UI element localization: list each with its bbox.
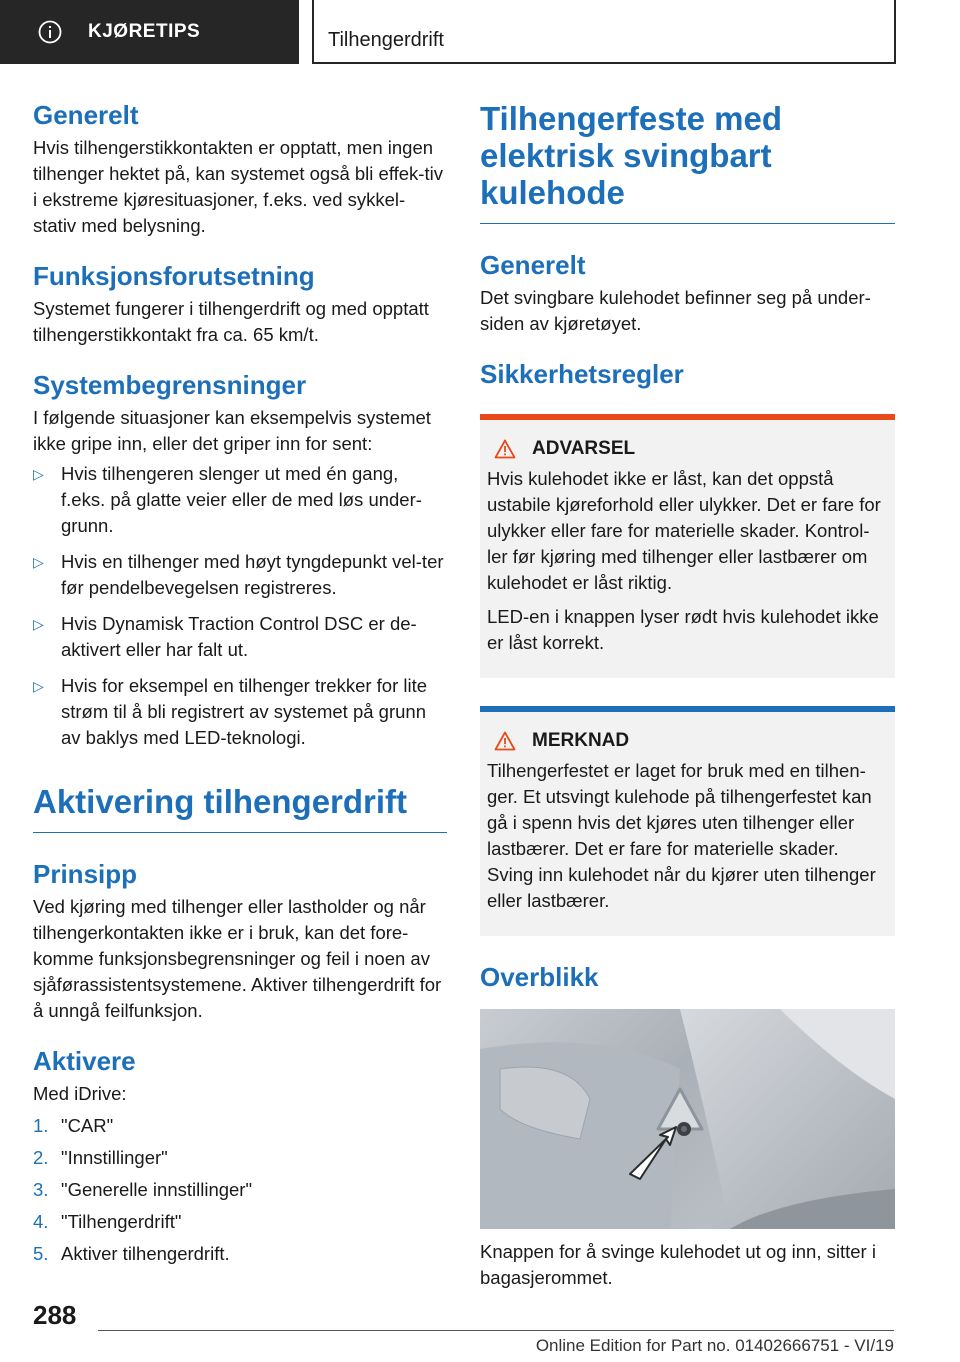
heading-systembegrensninger: Systembegrensninger [33,370,307,400]
list-item: 3. "Generelle innstillinger" [33,1179,253,1200]
trunk-button-photo [480,1009,895,1229]
right-column [480,100,895,1291]
heading-sikkerhetsregler: Sikkerhetsregler [480,359,684,389]
heading-generelt-right: Generelt [480,250,586,280]
warning-paragraph: Hvis kulehodet ikke er låst, kan det oppstå ustabile kjøreforhold eller ulykker. Det er fare for ulykker eller fare for materielle skader. Kontrol-ler før kjøring med tilhenger eller lastbærer om kulehodet er låst riktig. [487,468,881,593]
heading-overblikk: Overblikk [480,962,599,992]
heading-aktivere: Aktivere [33,1046,136,1076]
list-item: 4. "Tilhengerdrift" [33,1211,182,1232]
paragraph-aktivere: Med iDrive: [33,1083,127,1104]
list-item: 1. "CAR" [33,1115,114,1136]
footer-rule [98,1330,894,1331]
trunk-illustration [480,1009,895,1229]
note-paragraph: Tilhengerfestet er laget for bruk med en tilhen-ger. Et utsvingt kulehode på tilhengerfestet kan gå i spenn hvis det kjøres uten tilhenger eller lastbærer. Det er fare for materielle skader. Sving inn kulehodet når du kjører uten tilhenger eller lastbærer. [487,760,876,911]
heading-funksjonsforutsetning: Funksjonsforutsetning [33,261,315,291]
photo-caption: Knappen for å svinge kulehodet ut og inn, sitter i bagasjerommet. [480,1241,876,1288]
triangle-bullet-icon: ▷ [33,678,44,694]
limitation-list [33,461,447,751]
list-item: 5. Aktiver tilhengerdrift. [33,1243,230,1264]
heading-aktivering-tilhengerdrift: Aktivering tilhengerdrift [33,783,408,820]
warning-triangle-icon [494,439,516,459]
list-item: ▷ Hvis Dynamisk Traction Control DSC er de-aktivert eller har falt ut. [33,613,417,660]
step-list [33,1113,447,1267]
section-label: KJØRETIPS [88,21,201,42]
chapter-title: Tilhengerdrift [328,29,444,51]
paragraph-generelt: Hvis tilhengerstikkontakten er opptatt, men ingen tilhenger hektet på, kan systemet også bli effek-tiv i ekstreme kjøresituasjoner, f.eks. ved sykkel-stativ med belysning. [33,137,443,236]
edition-text: Online Edition for Part no. 01402666751 - VI/19 [535,1336,894,1355]
heading-generelt: Generelt [33,100,139,130]
chapter-header [312,0,896,64]
warning-paragraph: LED-en i knappen lyser rødt hvis kulehodet ikke er låst korrekt. [487,606,879,653]
heading-tilhengerfeste: Tilhengerfeste med elektrisk svingbart kulehode [480,100,782,211]
warning-box [480,414,895,678]
page-number: 288 [33,1300,77,1330]
paragraph-prinsipp: Ved kjøring med tilhenger eller lastholder og når tilhengerkontakten ikke er i bruk, kan det fore-komme funksjonsbegrensninger og feil i noen av sjåførassistentsystemene. Aktiver tilhengerdrift for å unngå feilfunksjon. [33,896,442,1021]
triangle-bullet-icon: ▷ [33,554,44,570]
note-label: MERKNAD [532,730,630,751]
list-item: ▷ Hvis tilhengeren slenger ut med én gang, f.eks. på glatte veier eller de med løs under-grunn. [33,463,422,536]
paragraph-generelt-right: Det svingbare kulehodet befinner seg på under-siden av kjøretøyet. [480,287,871,334]
warning-triangle-icon [494,731,516,751]
note-box [480,706,895,936]
triangle-bullet-icon: ▷ [33,466,44,482]
left-column [33,100,447,1273]
list-item: ▷ Hvis for eksempel en tilhenger trekker for lite strøm til å bli registrert av systemet på grunn av baklys med LED-teknologi. [33,675,428,748]
info-icon [38,20,62,44]
header-section-tab [0,0,299,64]
list-item: 2. "Innstillinger" [33,1147,168,1168]
heading-prinsipp: Prinsipp [33,859,138,889]
warning-label: ADVARSEL [532,438,636,459]
list-item: ▷ Hvis en tilhenger med høyt tyngdepunkt vel-ter før pendelbevegelsen registreres. [33,551,444,598]
paragraph-funksjonsforutsetning: Systemet fungerer i tilhengerdrift og med opptatt tilhengerstikkontakt fra ca. 65 km/t. [33,298,429,345]
triangle-bullet-icon: ▷ [33,616,44,632]
paragraph-systembegrensninger: I følgende situasjoner kan eksempelvis systemet ikke gripe inn, eller det griper inn for sent: [33,407,431,454]
